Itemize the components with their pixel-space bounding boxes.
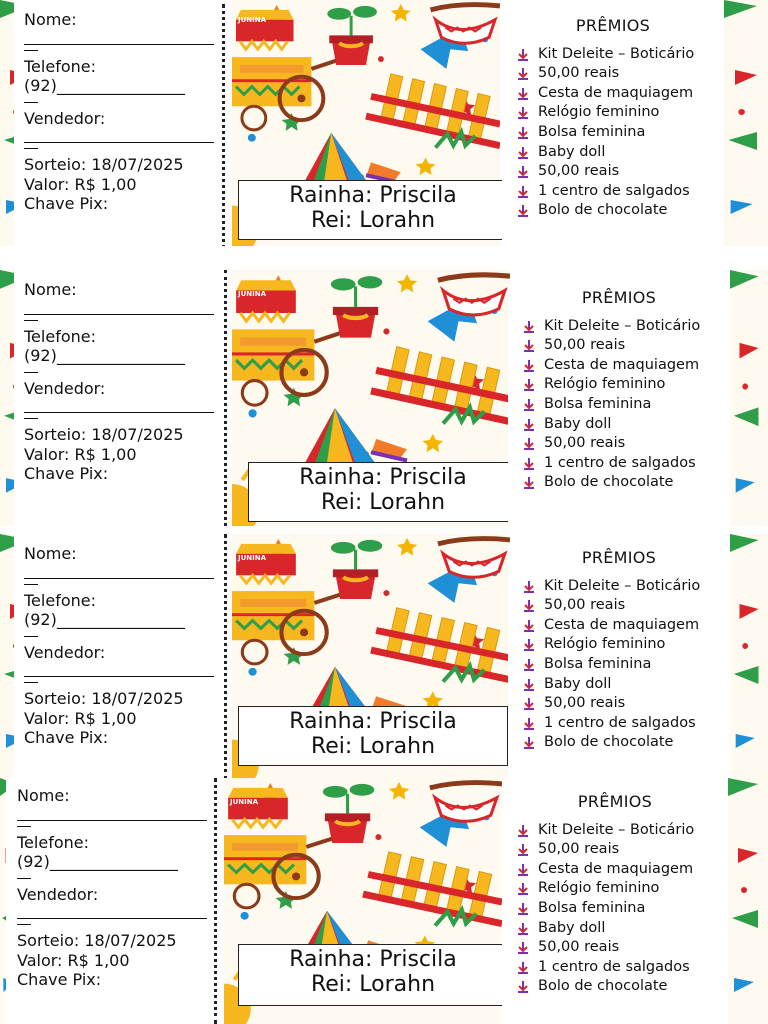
prize-item: [518, 919, 728, 939]
bullet-arrow-icon: [518, 962, 528, 974]
ticket-stub: [6, 778, 208, 1024]
prize-item-label: Kit Deleite – Boticário: [538, 821, 695, 838]
name-field[interactable]: [24, 30, 214, 45]
name-field-tail: [24, 584, 38, 591]
prize-item: [518, 201, 724, 221]
phone-field[interactable]: (92)________________: [17, 852, 178, 871]
prize-item-label: 1 centro de salgados: [538, 182, 690, 199]
prize-item: [518, 123, 724, 143]
prize-item-label: Cesta de maquiagem: [538, 84, 694, 101]
pix-key-label: Chave Pix:: [24, 194, 109, 213]
prize-item-label: Kit Deleite – Boticário: [538, 45, 695, 62]
queen-name: Rainha: Priscila: [299, 465, 467, 490]
seller-field[interactable]: [24, 662, 214, 677]
bullet-arrow-icon: [518, 127, 528, 139]
prize-item-label: 50,00 reais: [544, 695, 626, 712]
prize-item: [524, 415, 730, 435]
bullet-arrow-icon: [524, 581, 534, 593]
perforation-line: [224, 270, 227, 526]
bullet-arrow-icon: [524, 379, 534, 391]
bullet-arrow-icon: [524, 600, 534, 612]
prize-list-panel: [508, 284, 730, 524]
prize-item-label: Cesta de maquiagem: [538, 860, 694, 877]
bullet-arrow-icon: [518, 186, 528, 198]
bullet-arrow-icon: [524, 419, 534, 431]
king-name: Rei: Lorahn: [310, 972, 436, 997]
name-field[interactable]: [24, 564, 214, 579]
prize-item-label: Bolo de chocolate: [544, 474, 674, 491]
prize-list-panel: [502, 12, 724, 246]
prize-item: [524, 454, 730, 474]
prize-item-label: Bolo de chocolate: [544, 734, 674, 751]
bullet-arrow-icon: [524, 698, 534, 710]
pix-key-label: Chave Pix:: [24, 464, 109, 483]
prize-item: [518, 840, 728, 860]
prize-item-label: Baby doll: [538, 919, 606, 936]
ticket-price: Valor: R$ 1,00: [24, 444, 137, 464]
name-field-tail: [24, 50, 38, 57]
bullet-arrow-icon: [524, 458, 534, 470]
prize-list-panel: [508, 544, 730, 780]
prize-item-label: Bolsa feminina: [538, 123, 646, 140]
prize-item: [518, 103, 724, 123]
draw-date: Sorteio: 18/07/2025: [24, 155, 184, 174]
ticket-price: Valor: R$ 1,00: [24, 708, 137, 728]
bullet-arrow-icon: [524, 639, 534, 651]
bullet-arrow-icon: [518, 166, 528, 178]
prize-item: [524, 434, 730, 454]
cart-sign: JUNINA: [238, 290, 267, 298]
prize-item-label: 1 centro de salgados: [538, 958, 690, 975]
prize-item: [518, 958, 728, 978]
prize-item: [518, 182, 724, 202]
prize-item-label: 1 centro de salgados: [544, 454, 696, 471]
ticket-price: Valor: R$ 1,00: [24, 174, 137, 194]
bullet-arrow-icon: [524, 620, 534, 632]
prize-item-label: Relógio feminino: [544, 636, 666, 653]
phone-field-tail: [24, 372, 38, 379]
bullet-arrow-icon: [518, 107, 528, 119]
bullet-arrow-icon: [518, 147, 528, 159]
prize-item: [518, 977, 728, 997]
cart-sign: JUNINA: [238, 16, 267, 24]
prize-item: [524, 733, 730, 753]
prize-item: [524, 473, 730, 493]
bullet-arrow-icon: [518, 942, 528, 954]
prize-item: [524, 336, 730, 356]
bullet-arrow-icon: [518, 903, 528, 915]
prizes-title: PRÊMIOS: [575, 16, 651, 35]
prize-item: [518, 938, 728, 958]
bullet-arrow-icon: [518, 883, 528, 895]
seller-label: Vendedor:: [17, 884, 99, 904]
prize-item: [524, 375, 730, 395]
prize-item: [518, 64, 724, 84]
queen-name: Rainha: Priscila: [289, 947, 457, 972]
seller-field-tail: [17, 924, 31, 931]
prize-item: [518, 899, 728, 919]
prize-item-label: Bolsa feminina: [538, 899, 646, 916]
prize-item: [518, 84, 724, 104]
royalty-box: [238, 180, 508, 240]
prize-item-label: Relógio feminino: [538, 104, 660, 121]
queen-name: Rainha: Priscila: [289, 709, 457, 734]
name-label: Nome:: [24, 280, 77, 299]
bullet-arrow-icon: [518, 205, 528, 217]
prize-item: [518, 45, 724, 65]
bullet-arrow-icon: [524, 477, 534, 489]
prize-item-label: 50,00 reais: [544, 337, 626, 354]
draw-date: Sorteio: 18/07/2025: [17, 931, 177, 950]
prize-item-label: Kit Deleite – Boticário: [544, 317, 701, 334]
name-field[interactable]: [17, 806, 207, 821]
seller-field-tail: [24, 418, 38, 425]
festa-edge-pattern: [730, 534, 768, 780]
cart-sign: JUNINA: [230, 798, 259, 806]
bullet-arrow-icon: [524, 679, 534, 691]
bullet-arrow-icon: [524, 737, 534, 749]
prize-item-label: 50,00 reais: [538, 163, 620, 180]
prize-item: [524, 577, 730, 597]
royalty-box: [238, 944, 508, 1006]
prizes-title: PRÊMIOS: [577, 792, 653, 811]
phone-field[interactable]: (92)________________: [24, 610, 185, 629]
prize-item-label: 50,00 reais: [538, 65, 620, 82]
prize-item-label: Relógio feminino: [538, 880, 660, 897]
perforation-line: [222, 4, 225, 246]
prize-item: [524, 635, 730, 655]
prize-item-label: 50,00 reais: [538, 939, 620, 956]
prize-list-panel: [502, 790, 728, 1020]
phone-field[interactable]: (92)________________: [24, 76, 185, 95]
name-field-tail: [24, 320, 38, 327]
raffle-ticket-2: [0, 270, 768, 526]
prize-item: [524, 675, 730, 695]
prize-list: [508, 577, 730, 753]
seller-field[interactable]: [17, 904, 207, 919]
prize-list: [508, 317, 730, 493]
prize-item-label: 1 centro de salgados: [544, 714, 696, 731]
prize-item: [524, 714, 730, 734]
prize-item: [524, 596, 730, 616]
royalty-box: [248, 462, 518, 522]
prize-item: [524, 317, 730, 337]
prize-item-label: Cesta de maquiagem: [544, 356, 700, 373]
raffle-ticket-1: [0, 0, 768, 246]
seller-field-tail: [24, 682, 38, 689]
festa-edge-pattern: [724, 0, 768, 246]
seller-field-tail: [24, 148, 38, 155]
phone-field-tail: [24, 102, 38, 109]
ticket-stub: [14, 270, 216, 526]
bullet-arrow-icon: [524, 321, 534, 333]
perforation-line: [224, 534, 227, 780]
prize-item-label: Baby doll: [544, 415, 612, 432]
festa-edge-pattern: [728, 778, 768, 1024]
phone-label: Telefone:: [24, 56, 96, 76]
ticket-stub: [14, 534, 216, 780]
prize-item: [524, 616, 730, 636]
bullet-arrow-icon: [518, 88, 528, 100]
raffle-ticket-3: [0, 534, 768, 780]
prize-item-label: 50,00 reais: [544, 597, 626, 614]
bullet-arrow-icon: [524, 399, 534, 411]
draw-date: Sorteio: 18/07/2025: [24, 689, 184, 708]
phone-label: Telefone:: [24, 326, 96, 346]
king-name: Rei: Lorahn: [310, 734, 436, 759]
name-label: Nome:: [24, 544, 77, 563]
prize-item: [524, 694, 730, 714]
prize-item-label: Baby doll: [544, 675, 612, 692]
king-name: Rei: Lorahn: [320, 490, 446, 515]
prize-item: [518, 162, 724, 182]
name-field-tail: [17, 826, 31, 833]
bullet-arrow-icon: [524, 438, 534, 450]
bullet-arrow-icon: [518, 981, 528, 993]
prize-item: [524, 395, 730, 415]
prize-list: [502, 45, 724, 221]
prizes-title: PRÊMIOS: [581, 548, 657, 567]
festa-edge-pattern: [730, 270, 768, 526]
ticket-price: Valor: R$ 1,00: [17, 950, 130, 970]
bullet-arrow-icon: [518, 49, 528, 61]
prize-item: [524, 356, 730, 376]
prize-list: [502, 821, 728, 997]
bullet-arrow-icon: [518, 864, 528, 876]
bullet-arrow-icon: [524, 360, 534, 372]
name-label: Nome:: [17, 786, 70, 805]
prize-item: [518, 143, 724, 163]
prize-item-label: Bolo de chocolate: [538, 202, 668, 219]
seller-field[interactable]: [24, 398, 214, 413]
bullet-arrow-icon: [524, 340, 534, 352]
name-label: Nome:: [24, 10, 77, 29]
bullet-arrow-icon: [518, 923, 528, 935]
seller-field[interactable]: [24, 128, 214, 143]
bullet-arrow-icon: [524, 718, 534, 730]
bullet-arrow-icon: [518, 844, 528, 856]
seller-label: Vendedor:: [24, 108, 106, 128]
ticket-stub: [14, 0, 216, 246]
pix-key-label: Chave Pix:: [17, 970, 102, 989]
prize-item-label: Bolsa feminina: [544, 395, 652, 412]
prize-item: [518, 821, 728, 841]
prize-item: [518, 860, 728, 880]
prize-item-label: Cesta de maquiagem: [544, 616, 700, 633]
prize-item-label: Baby doll: [538, 143, 606, 160]
prizes-title: PRÊMIOS: [581, 288, 657, 307]
prize-item-label: Kit Deleite – Boticário: [544, 577, 701, 594]
king-name: Rei: Lorahn: [310, 208, 436, 233]
prize-item-label: Bolsa feminina: [544, 655, 652, 672]
prize-item-label: Bolo de chocolate: [538, 978, 668, 995]
bullet-arrow-icon: [518, 68, 528, 80]
phone-label: Telefone:: [24, 590, 96, 610]
phone-field-tail: [17, 878, 31, 885]
seller-label: Vendedor:: [24, 642, 106, 662]
raffle-ticket-4: [0, 778, 768, 1024]
phone-label: Telefone:: [17, 832, 89, 852]
royalty-box: [238, 706, 508, 766]
phone-field[interactable]: (92)________________: [24, 346, 185, 365]
bullet-arrow-icon: [524, 659, 534, 671]
perforation-line: [214, 778, 217, 1024]
prize-item-label: 50,00 reais: [538, 841, 620, 858]
seller-label: Vendedor:: [24, 378, 106, 398]
bullet-arrow-icon: [518, 825, 528, 837]
cart-sign: JUNINA: [238, 554, 267, 562]
prize-item: [518, 879, 728, 899]
prize-item-label: Relógio feminino: [544, 376, 666, 393]
pix-key-label: Chave Pix:: [24, 728, 109, 747]
prize-item: [524, 655, 730, 675]
name-field[interactable]: [24, 300, 214, 315]
prize-item-label: 50,00 reais: [544, 435, 626, 452]
draw-date: Sorteio: 18/07/2025: [24, 425, 184, 444]
phone-field-tail: [24, 636, 38, 643]
queen-name: Rainha: Priscila: [289, 183, 457, 208]
